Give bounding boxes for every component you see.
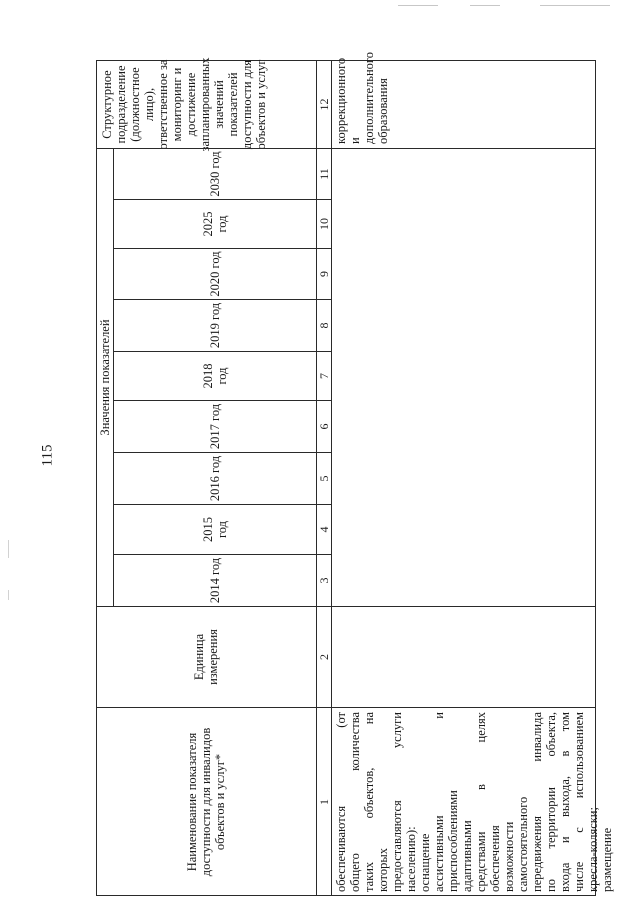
column-number-4: 4 [317,504,332,554]
column-number-8: 8 [317,299,332,351]
row-values-2014-2030 [332,148,596,606]
column-number-7: 7 [317,351,332,400]
row-name-line: средствами в целях [474,712,488,892]
scan-edge-mark [470,5,500,6]
header-name-cell [96,707,317,896]
row-name-line: передвижения инвалида [530,712,544,892]
row-name-line: по территории объекта, [544,712,558,892]
column-number-3: 3 [317,554,332,606]
rotated-table-viewport [96,52,614,896]
header-year-2017: 2017 год [114,400,317,452]
scan-edge-mark [398,5,438,6]
column-number-2: 2 [317,606,332,707]
row-name-line: обеспечения [488,825,502,892]
row-name-line: ассистивными и [432,712,446,892]
column-number-1: 1 [317,707,332,896]
header-year-2025: 2025 год [114,199,317,248]
header-year-2014: 2014 год [114,554,317,606]
header-responsible-cell [96,57,317,152]
header-year-2018: 2018 год [114,351,317,400]
row-name-line: предоставляются услуги [390,712,404,892]
page-number: 115 [39,444,56,466]
row-responsible: коррекционного и дополнительного образования [334,52,390,144]
header-responsible: Структурное подразделение (должностное лицо), ответственное за мониторинг и достижение запланированных значений показателей доступности для объектов и услуг [100,57,268,152]
scan-edge-mark [8,590,9,600]
accessibility-indicators-table [96,52,614,896]
row-responsible-cell [332,52,596,148]
header-year-2016: 2016 год [114,452,317,504]
header-year-2030: 2030 год [114,148,317,199]
row-name-line: населению): [404,826,418,892]
row-name-line: входа и выхода, в том [558,712,572,892]
header-year-2015: 2015 год [114,504,317,554]
row-name-line: таких объектов, на [362,712,376,892]
scan-edge-mark [540,5,610,6]
row-name-line: самостоятельного [516,796,530,892]
header-year-2019: 2019 год [114,299,317,351]
row-name-line: адаптивными [460,820,474,892]
scan-edge-mark [8,540,9,558]
column-number-9: 9 [317,248,332,299]
row-name-line: обеспечиваются (от [334,712,348,892]
column-number-6: 6 [317,400,332,452]
header-year-2020: 2020 год [114,248,317,299]
row-indicator-name [332,707,614,896]
row-name-line: числе с использованием [572,712,586,892]
column-number-10: 10 [317,199,332,248]
header-values-group: Значения показателей [97,319,112,436]
header-unit: Единица измерения [192,629,220,685]
header-unit-cell [96,606,317,707]
row-name-line: кресла-коляски; [586,807,600,892]
row-name-line: возможности [502,821,516,892]
row-unit-cell [332,606,596,707]
column-number-11: 11 [317,148,332,199]
column-number-5: 5 [317,452,332,504]
row-name-line: размещение [600,827,614,892]
row-name-line: приспособлениями [446,790,460,892]
column-number-12: 12 [317,60,332,148]
row-name-line: общего количества [348,712,362,892]
header-values-group-cell [96,148,114,606]
header-name: Наименование показателя доступности для инвалидов объектов и услуг* [185,727,227,877]
row-name-line: которых [376,848,390,892]
row-name-line: оснащение [418,833,432,892]
